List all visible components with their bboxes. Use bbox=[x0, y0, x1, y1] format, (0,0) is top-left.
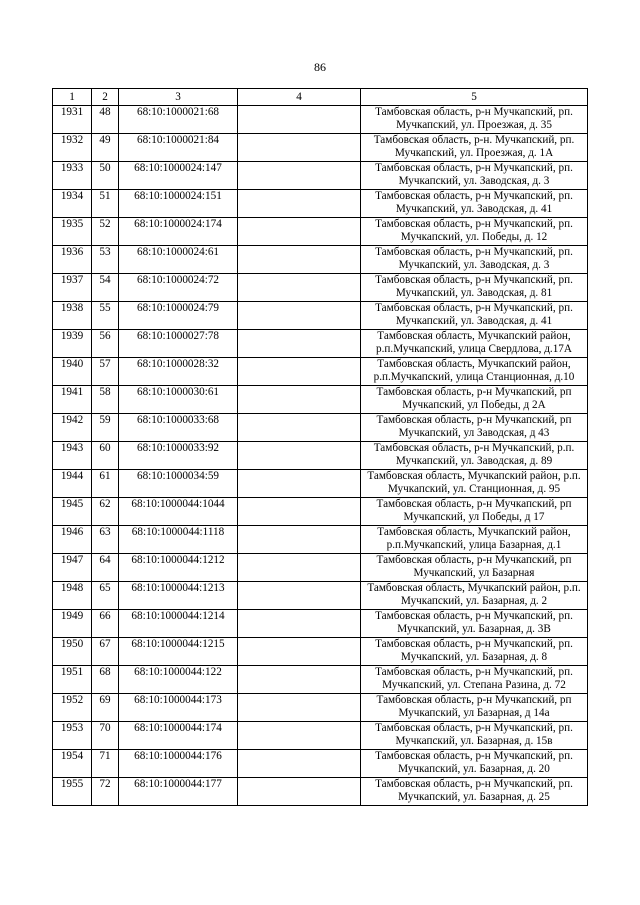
address-cell: Тамбовская область, р-н Мучкапский, рп. Мучкапский, ул. Базарная, д. 20 bbox=[361, 750, 588, 778]
row-number: 1950 bbox=[53, 638, 92, 666]
section-number: 69 bbox=[92, 694, 119, 722]
col-4-cell bbox=[238, 470, 361, 498]
table-row bbox=[53, 162, 588, 190]
table-row bbox=[53, 218, 588, 246]
address-cell: Тамбовская область, р-н Мучкапский, рп. Мучкапский, ул. Базарная, д. 15в bbox=[361, 722, 588, 750]
address-cell: Тамбовская область, Мучкапский район, р.п.Мучкапский, улица Свердлова, д.17А bbox=[361, 330, 588, 358]
row-number: 1936 bbox=[53, 246, 92, 274]
address-cell: Тамбовская область, р-н. Мучкапский, рп. Мучкапский, ул. Проезжая, д. 1А bbox=[361, 134, 588, 162]
col-4-cell bbox=[238, 442, 361, 470]
row-number: 1943 bbox=[53, 442, 92, 470]
address-cell: Тамбовская область, р-н Мучкапский, рп. Мучкапский, ул. Степана Разина, д. 72 bbox=[361, 666, 588, 694]
address-cell: Тамбовская область, р-н Мучкапский, рп. Мучкапский, ул. Победы, д. 12 bbox=[361, 218, 588, 246]
table-header bbox=[53, 89, 588, 106]
address-cell: Тамбовская область, Мучкапский район, р.п.Мучкапский, улица Базарная, д.1 bbox=[361, 526, 588, 554]
cadastral-number: 68:10:1000030:61 bbox=[119, 386, 238, 414]
section-number: 58 bbox=[92, 386, 119, 414]
table-row bbox=[53, 414, 588, 442]
col-4-cell bbox=[238, 498, 361, 526]
table-row bbox=[53, 610, 588, 638]
address-cell: Тамбовская область, р-н Мучкапский, рп. Мучкапский, ул. Заводская, д. 41 bbox=[361, 302, 588, 330]
cadastral-number: 68:10:1000044:1214 bbox=[119, 610, 238, 638]
table-row bbox=[53, 134, 588, 162]
section-number: 49 bbox=[92, 134, 119, 162]
cadastral-number: 68:10:1000024:79 bbox=[119, 302, 238, 330]
section-number: 48 bbox=[92, 106, 119, 134]
col-4-cell bbox=[238, 358, 361, 386]
section-number: 67 bbox=[92, 638, 119, 666]
col-4-cell bbox=[238, 162, 361, 190]
table-row bbox=[53, 246, 588, 274]
col-4-cell bbox=[238, 750, 361, 778]
address-cell: Тамбовская область, р-н Мучкапский, рп. Мучкапский, ул. Заводская, д. 41 bbox=[361, 190, 588, 218]
address-cell: Тамбовская область, р-н Мучкапский, рп. Мучкапский, ул. Базарная, д. 3В bbox=[361, 610, 588, 638]
col-4-cell bbox=[238, 246, 361, 274]
row-number: 1955 bbox=[53, 778, 92, 806]
section-number: 62 bbox=[92, 498, 119, 526]
address-cell: Тамбовская область, р-н Мучкапский, рп Мучкапский, ул Победы, д 2А bbox=[361, 386, 588, 414]
cadastral-number: 68:10:1000044:1118 bbox=[119, 526, 238, 554]
section-number: 61 bbox=[92, 470, 119, 498]
cadastral-number: 68:10:1000027:78 bbox=[119, 330, 238, 358]
table-row bbox=[53, 442, 588, 470]
table-row bbox=[53, 722, 588, 750]
row-number: 1954 bbox=[53, 750, 92, 778]
table-body bbox=[53, 106, 588, 806]
table-row bbox=[53, 498, 588, 526]
col-4-cell bbox=[238, 330, 361, 358]
col-4-cell bbox=[238, 694, 361, 722]
row-number: 1931 bbox=[53, 106, 92, 134]
cadastral-number: 68:10:1000024:147 bbox=[119, 162, 238, 190]
col-4-cell bbox=[238, 582, 361, 610]
header-col-3: 3 bbox=[119, 89, 238, 106]
section-number: 66 bbox=[92, 610, 119, 638]
table-row bbox=[53, 386, 588, 414]
cadastral-number: 68:10:1000034:59 bbox=[119, 470, 238, 498]
header-col-2: 2 bbox=[92, 89, 119, 106]
address-cell: Тамбовская область, р-н Мучкапский, рп. Мучкапский, ул. Заводская, д. 3 bbox=[361, 162, 588, 190]
address-cell: Тамбовская область, Мучкапский район, р.п.Мучкапский, улица Станционная, д.10 bbox=[361, 358, 588, 386]
col-4-cell bbox=[238, 666, 361, 694]
table-row bbox=[53, 274, 588, 302]
cadastral-number: 68:10:1000044:122 bbox=[119, 666, 238, 694]
col-4-cell bbox=[238, 554, 361, 582]
section-number: 57 bbox=[92, 358, 119, 386]
cadastral-number: 68:10:1000044:174 bbox=[119, 722, 238, 750]
cadastral-number: 68:10:1000044:1212 bbox=[119, 554, 238, 582]
header-col-4: 4 bbox=[238, 89, 361, 106]
cadastral-number: 68:10:1000028:32 bbox=[119, 358, 238, 386]
col-4-cell bbox=[238, 218, 361, 246]
col-4-cell bbox=[238, 106, 361, 134]
cadastral-number: 68:10:1000033:68 bbox=[119, 414, 238, 442]
section-number: 50 bbox=[92, 162, 119, 190]
row-number: 1938 bbox=[53, 302, 92, 330]
cadastral-number: 68:10:1000021:68 bbox=[119, 106, 238, 134]
address-cell: Тамбовская область, р-н Мучкапский, рп Мучкапский, ул Базарная bbox=[361, 554, 588, 582]
page-number: 86 bbox=[314, 60, 326, 74]
address-cell: Тамбовская область, р-н Мучкапский, рп. Мучкапский, ул. Заводская, д. 81 bbox=[361, 274, 588, 302]
section-number: 63 bbox=[92, 526, 119, 554]
table-row bbox=[53, 638, 588, 666]
row-number: 1935 bbox=[53, 218, 92, 246]
row-number: 1951 bbox=[53, 666, 92, 694]
header-row bbox=[53, 89, 588, 106]
col-4-cell bbox=[238, 134, 361, 162]
header-col-5: 5 bbox=[361, 89, 588, 106]
section-number: 52 bbox=[92, 218, 119, 246]
col-4-cell bbox=[238, 778, 361, 806]
col-4-cell bbox=[238, 610, 361, 638]
address-cell: Тамбовская область, р-н Мучкапский, рп Мучкапский, ул Победы, д 17 bbox=[361, 498, 588, 526]
col-4-cell bbox=[238, 302, 361, 330]
row-number: 1934 bbox=[53, 190, 92, 218]
col-4-cell bbox=[238, 274, 361, 302]
row-number: 1945 bbox=[53, 498, 92, 526]
address-cell: Тамбовская область, р-н Мучкапский, рп. Мучкапский, ул. Базарная, д. 25 bbox=[361, 778, 588, 806]
section-number: 59 bbox=[92, 414, 119, 442]
row-number: 1937 bbox=[53, 274, 92, 302]
registry-table bbox=[52, 88, 588, 806]
col-4-cell bbox=[238, 722, 361, 750]
cadastral-number: 68:10:1000044:1213 bbox=[119, 582, 238, 610]
col-4-cell bbox=[238, 638, 361, 666]
row-number: 1940 bbox=[53, 358, 92, 386]
cadastral-number: 68:10:1000044:176 bbox=[119, 750, 238, 778]
table-row bbox=[53, 190, 588, 218]
row-number: 1933 bbox=[53, 162, 92, 190]
row-number: 1932 bbox=[53, 134, 92, 162]
section-number: 55 bbox=[92, 302, 119, 330]
row-number: 1953 bbox=[53, 722, 92, 750]
address-cell: Тамбовская область, Мучкапский район, р.п. Мучкапский, ул. Станционная, д. 95 bbox=[361, 470, 588, 498]
table-row bbox=[53, 554, 588, 582]
row-number: 1942 bbox=[53, 414, 92, 442]
row-number: 1949 bbox=[53, 610, 92, 638]
section-number: 65 bbox=[92, 582, 119, 610]
table-row bbox=[53, 666, 588, 694]
cadastral-number: 68:10:1000024:72 bbox=[119, 274, 238, 302]
row-number: 1946 bbox=[53, 526, 92, 554]
section-number: 56 bbox=[92, 330, 119, 358]
table-row bbox=[53, 778, 588, 806]
row-number: 1947 bbox=[53, 554, 92, 582]
row-number: 1952 bbox=[53, 694, 92, 722]
row-number: 1939 bbox=[53, 330, 92, 358]
table-row bbox=[53, 526, 588, 554]
section-number: 51 bbox=[92, 190, 119, 218]
address-cell: Тамбовская область, р-н Мучкапский, рп Мучкапский, ул Базарная, д 14а bbox=[361, 694, 588, 722]
cadastral-number: 68:10:1000044:177 bbox=[119, 778, 238, 806]
cadastral-number: 68:10:1000024:61 bbox=[119, 246, 238, 274]
address-cell: Тамбовская область, Мучкапский район, р.п. Мучкапский, ул. Базарная, д. 2 bbox=[361, 582, 588, 610]
section-number: 71 bbox=[92, 750, 119, 778]
table-row bbox=[53, 330, 588, 358]
table-row bbox=[53, 106, 588, 134]
section-number: 64 bbox=[92, 554, 119, 582]
cadastral-number: 68:10:1000044:1044 bbox=[119, 498, 238, 526]
row-number: 1944 bbox=[53, 470, 92, 498]
section-number: 70 bbox=[92, 722, 119, 750]
section-number: 72 bbox=[92, 778, 119, 806]
cadastral-number: 68:10:1000021:84 bbox=[119, 134, 238, 162]
section-number: 60 bbox=[92, 442, 119, 470]
table-row bbox=[53, 358, 588, 386]
section-number: 54 bbox=[92, 274, 119, 302]
row-number: 1948 bbox=[53, 582, 92, 610]
table-row bbox=[53, 750, 588, 778]
col-4-cell bbox=[238, 414, 361, 442]
col-4-cell bbox=[238, 386, 361, 414]
address-cell: Тамбовская область, р-н Мучкапский, рп. Мучкапский, ул. Базарная, д. 8 bbox=[361, 638, 588, 666]
address-cell: Тамбовская область, р-н Мучкапский, р.п. Мучкапский, ул. Заводская, д. 89 bbox=[361, 442, 588, 470]
col-4-cell bbox=[238, 526, 361, 554]
table-row bbox=[53, 470, 588, 498]
address-cell: Тамбовская область, р-н Мучкапский, рп Мучкапский, ул Заводская, д 43 bbox=[361, 414, 588, 442]
table-row bbox=[53, 302, 588, 330]
cadastral-number: 68:10:1000024:174 bbox=[119, 218, 238, 246]
row-number: 1941 bbox=[53, 386, 92, 414]
table-row bbox=[53, 582, 588, 610]
cadastral-number: 68:10:1000033:92 bbox=[119, 442, 238, 470]
cadastral-number: 68:10:1000024:151 bbox=[119, 190, 238, 218]
cadastral-number: 68:10:1000044:1215 bbox=[119, 638, 238, 666]
address-cell: Тамбовская область, р-н Мучкапский, рп. Мучкапский, ул. Проезжая, д. 35 bbox=[361, 106, 588, 134]
address-cell: Тамбовская область, р-н Мучкапский, рп. Мучкапский, ул. Заводская, д. 3 bbox=[361, 246, 588, 274]
header-col-1: 1 bbox=[53, 89, 92, 106]
col-4-cell bbox=[238, 190, 361, 218]
section-number: 53 bbox=[92, 246, 119, 274]
section-number: 68 bbox=[92, 666, 119, 694]
table-row bbox=[53, 694, 588, 722]
cadastral-number: 68:10:1000044:173 bbox=[119, 694, 238, 722]
